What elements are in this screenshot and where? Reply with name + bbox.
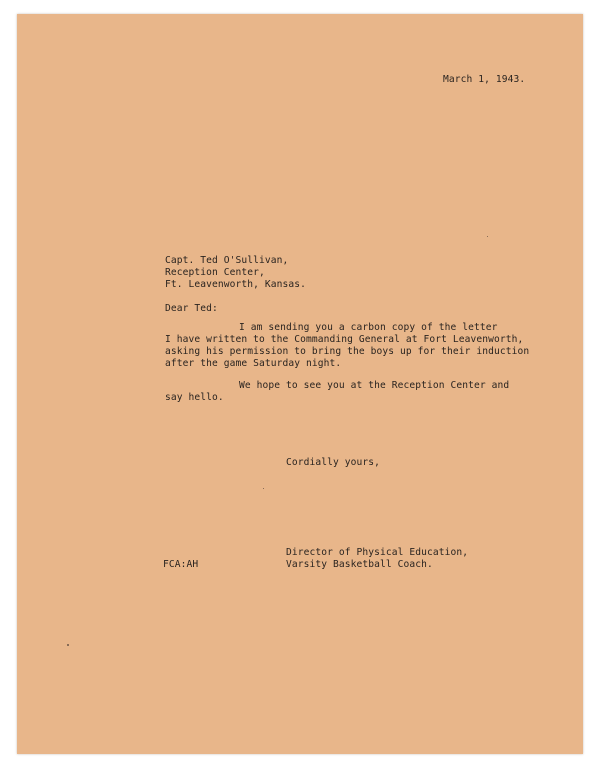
- signature-title: Director of Physical Education,: [286, 547, 469, 558]
- paper-speck: [487, 236, 488, 237]
- recipient-name: Capt. Ted O'Sullivan,: [165, 255, 289, 266]
- paper-speck: [263, 488, 264, 489]
- body-line: We hope to see you at the Reception Center and: [239, 380, 510, 391]
- body-line: I am sending you a carbon copy of the letter: [239, 322, 498, 333]
- paper-speck: [67, 644, 69, 646]
- typist-initials: FCA:AH: [163, 559, 199, 570]
- salutation: Dear Ted:: [165, 303, 218, 314]
- letter-date: March 1, 1943.: [443, 74, 526, 85]
- body-line: I have written to the Commanding General at Fort Leavenworth,: [165, 334, 524, 345]
- recipient-org: Reception Center,: [165, 267, 265, 278]
- body-line: asking his permission to bring the boys up for their induction: [165, 346, 530, 357]
- recipient-city: Ft. Leavenworth, Kansas.: [165, 279, 307, 290]
- body-line: say hello.: [165, 392, 224, 403]
- body-line: after the game Saturday night.: [165, 358, 342, 369]
- letter-page: [17, 14, 583, 754]
- signature-title: Varsity Basketball Coach.: [286, 559, 433, 570]
- closing: Cordially yours,: [286, 457, 381, 468]
